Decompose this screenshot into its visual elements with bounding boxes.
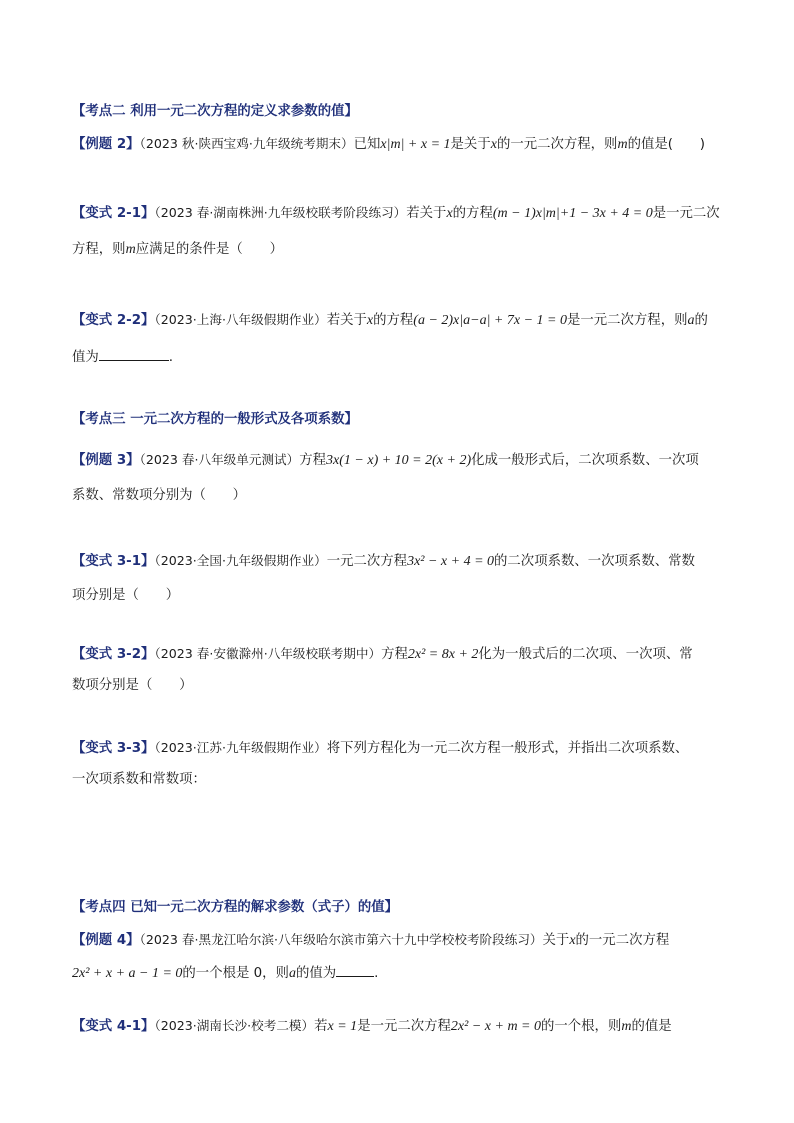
- equation: 2x² − x + m = 0: [450, 1019, 541, 1034]
- question-source: （2023 春·安徽滁州·八年级校联考期中）: [154, 646, 382, 661]
- question-text: 是一元二次方程，则: [566, 313, 688, 328]
- question-tag: 【例题 3】: [72, 453, 140, 468]
- question-text: 关于: [542, 933, 570, 948]
- question-variant-3-1-line2: 项分别是（ ）: [72, 588, 180, 603]
- equation: 3x(1 − x) + 10 = 2(x + 2): [326, 453, 472, 468]
- question-tag: 【变式 2-2】: [72, 313, 155, 328]
- question-source: （2023 春·湖南株洲·九年级校联考阶段练习）: [154, 205, 407, 220]
- question-variant-3-3: [72, 738, 732, 759]
- question-tag: 【变式 4-1】: [72, 1019, 155, 1034]
- question-variant-3-2: [72, 644, 732, 665]
- question-source: （2023 春·八年级单元测试）: [139, 452, 300, 467]
- question-text: .: [168, 350, 174, 365]
- question-text: 的: [694, 313, 708, 328]
- section-heading-4: 【考点四 已知一元二次方程的解求参数（式子）的值】: [72, 900, 399, 915]
- question-source: （2023 春·黑龙江哈尔滨·八年级哈尔滨市第六十九中学校校考阶段练习）: [139, 932, 543, 947]
- question-example-4: [72, 930, 732, 951]
- question-variant-2-2-line2: [72, 346, 732, 368]
- answer-blank[interactable]: [99, 346, 169, 361]
- question-text: 方程: [381, 647, 408, 662]
- question-text: 一元二次方程: [326, 554, 408, 569]
- variable: m: [125, 242, 136, 257]
- question-text: 的值是: [631, 1019, 672, 1034]
- question-variant-3-3-line2: 一次项系数和常数项：: [72, 772, 206, 787]
- question-tag: 【变式 2-1】: [72, 206, 155, 221]
- equation: (a − 2)x|a−a| + 7x − 1 = 0: [413, 313, 567, 328]
- question-text: 的方程: [452, 206, 493, 221]
- question-text: 的值为: [295, 966, 337, 981]
- equation: 2x² + x + a − 1 = 0: [72, 966, 183, 981]
- equation: x = 1: [327, 1019, 358, 1034]
- question-text: 的值是( ): [627, 137, 705, 152]
- variable: a: [288, 966, 296, 981]
- equation: 3x² − x + 4 = 0: [407, 554, 495, 569]
- section-heading-2: 【考点二 利用一元二次方程的定义求参数的值】: [72, 104, 358, 119]
- question-tag: 【例题 4】: [72, 933, 140, 948]
- question-tag: 【例题 2】: [72, 137, 140, 152]
- question-tag: 【变式 3-2】: [72, 647, 155, 662]
- equation: 2x² = 8x + 2: [407, 647, 479, 662]
- question-text: 的一个根是 0，则: [182, 966, 289, 981]
- section-heading-3: 【考点三 一元二次方程的一般形式及各项系数】: [72, 412, 358, 427]
- question-text: 是一元二次: [652, 206, 720, 221]
- question-text: 的一元二次方程，则: [496, 137, 618, 152]
- question-text: .: [374, 966, 379, 981]
- question-text: 方程，则: [72, 242, 126, 257]
- question-text: 化成一般形式后，二次项系数、一次项: [471, 453, 699, 468]
- question-text: 方程: [299, 453, 327, 468]
- question-text: 应满足的条件是（ ）: [135, 242, 283, 257]
- question-tag: 【变式 3-3】: [72, 741, 155, 756]
- question-variant-3-1: [72, 551, 732, 572]
- question-text: 是关于: [450, 137, 491, 152]
- question-example-2: [72, 134, 732, 155]
- equation: (m − 1)x|m|+1 − 3x + 4 = 0: [492, 206, 653, 221]
- answer-blank[interactable]: [336, 962, 374, 977]
- question-source: （2023·上海·八年级假期作业）: [154, 312, 327, 327]
- question-source: （2023 秋·陕西宝鸡·九年级统考期末）: [139, 136, 354, 151]
- question-text: 若关于: [326, 313, 367, 328]
- question-text: 的二次项系数、一次项系数、常数: [494, 554, 695, 569]
- question-text: 是一元二次方程: [357, 1019, 451, 1034]
- question-text: 值为: [72, 350, 99, 365]
- equation: x|m| + x = 1: [380, 137, 451, 152]
- question-source: （2023·全国·九年级假期作业）: [154, 553, 327, 568]
- question-text: 若: [314, 1019, 328, 1034]
- question-variant-4-1: [72, 1016, 732, 1037]
- question-source: （2023·江苏·九年级假期作业）: [154, 740, 327, 755]
- variable: m: [617, 137, 628, 152]
- question-variant-2-1-line2: [72, 240, 732, 260]
- variable: x: [569, 933, 576, 948]
- question-text: 化为一般式后的二次项、一次项、常: [478, 647, 693, 662]
- question-example-4-line2: [72, 962, 732, 984]
- question-example-3-line2: 系数、常数项分别为（ ）: [72, 488, 247, 503]
- variable: x: [490, 137, 497, 152]
- variable: a: [687, 313, 695, 328]
- question-text: 若关于: [406, 206, 447, 221]
- question-tag: 【变式 3-1】: [72, 554, 155, 569]
- question-variant-3-2-line2: 数项分别是（ ）: [72, 678, 193, 693]
- question-example-3: [72, 450, 732, 471]
- question-text: 的一元二次方程: [575, 933, 670, 948]
- variable: x: [366, 313, 374, 328]
- question-text: 将下列方程化为一元二次方程一般形式，并指出二次项系数、: [326, 741, 689, 756]
- question-text: 的方程: [373, 313, 414, 328]
- variable: m: [621, 1019, 632, 1034]
- question-variant-2-2: [72, 310, 732, 331]
- question-text: 的一个根，则: [541, 1019, 622, 1034]
- question-source: （2023·湖南长沙·校考二模）: [154, 1018, 315, 1033]
- variable: x: [446, 206, 453, 221]
- question-text: 已知: [353, 137, 381, 152]
- question-variant-2-1: [72, 203, 732, 224]
